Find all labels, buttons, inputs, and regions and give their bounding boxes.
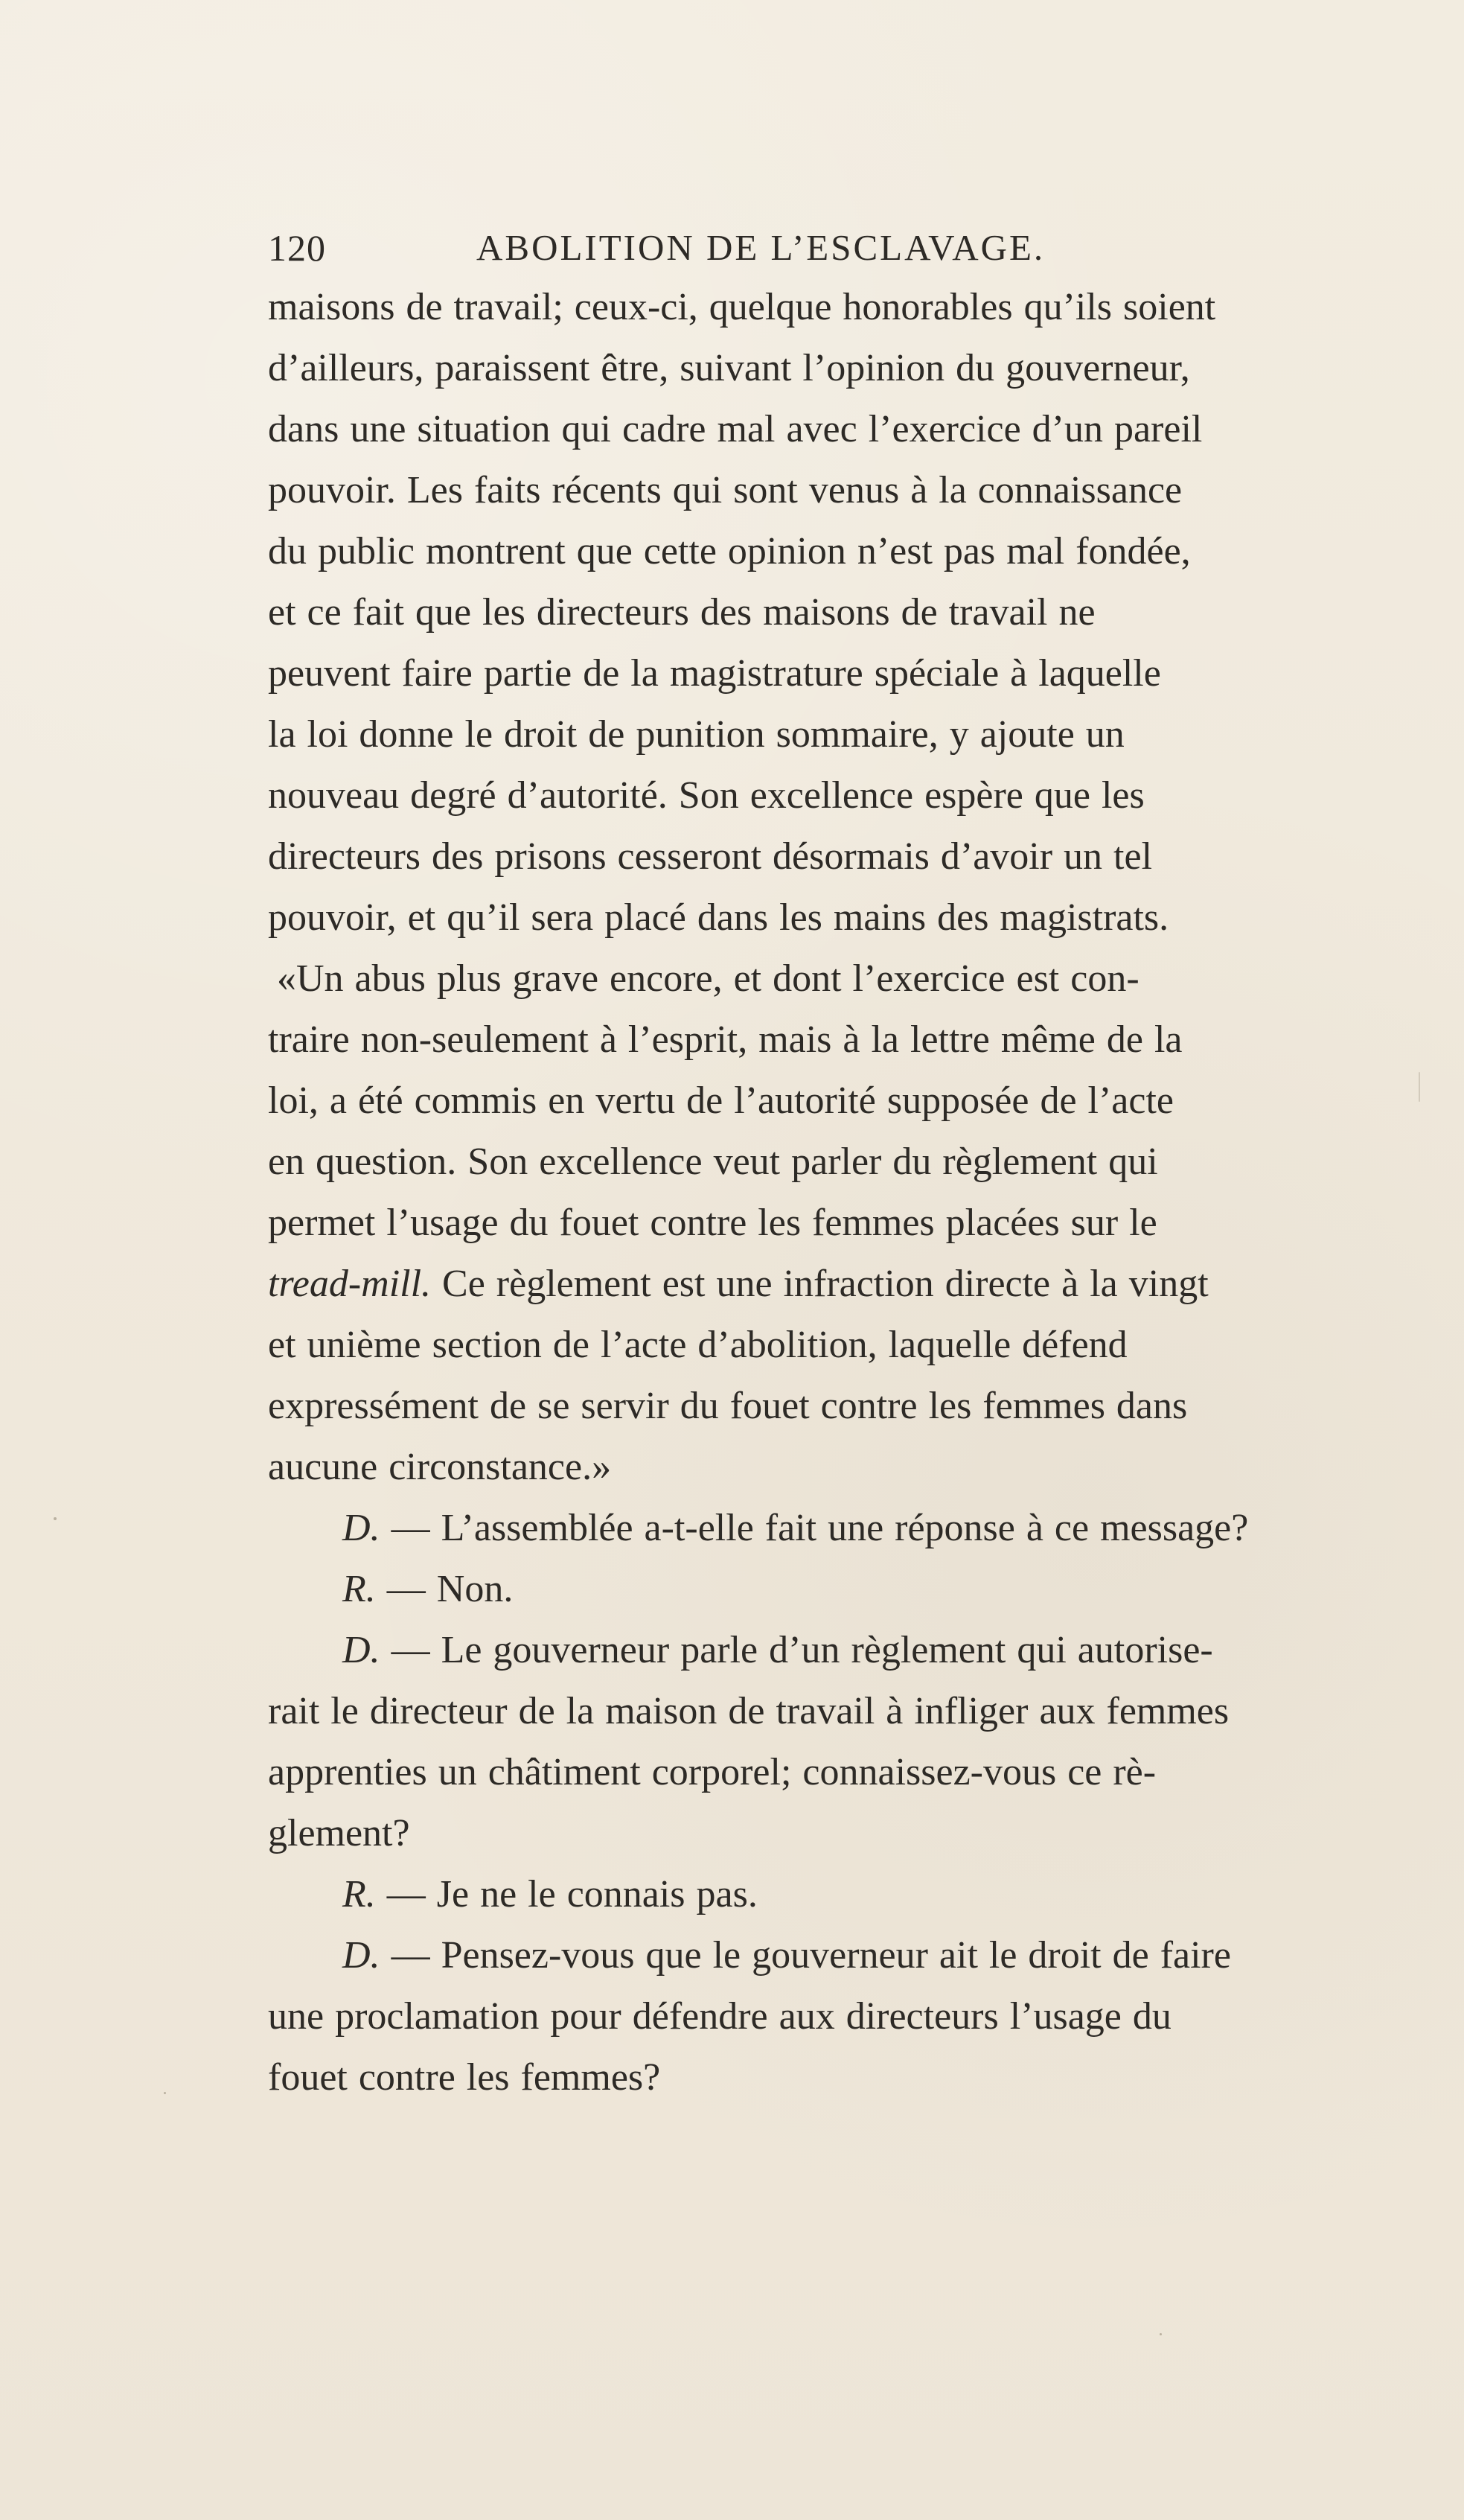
speaker-label: R.	[342, 1873, 376, 1915]
text-line: et ce fait que les directeurs des maisons de travail ne	[268, 591, 1096, 634]
page-number: 120	[268, 227, 326, 269]
text-segment: Ce règlement est une infraction directe à la vingt	[431, 1263, 1209, 1305]
paper-speck	[1419, 1072, 1420, 1102]
text-line: une proclamation pour défendre aux directeurs l’usage du	[268, 1995, 1171, 2038]
body-text	[268, 277, 1399, 2108]
text-line: peuvent faire partie de la magistrature spéciale à laquelle	[268, 652, 1161, 695]
dialogue-line	[268, 1925, 1399, 1986]
running-head: ABOLITION DE L’ESCLAVAGE.	[476, 227, 1046, 268]
text-line: traire non-seulement à l’esprit, mais à la lettre même de la	[268, 1018, 1183, 1061]
dialogue-text: — Le gouverneur parle d’un règlement qui autorise-	[380, 1629, 1213, 1671]
page-header	[268, 222, 1206, 274]
text-line: apprenties un châtiment corporel; connaissez-vous ce rè-	[268, 1751, 1157, 1793]
text-line: directeurs des prisons cesseront désormais d’avoir un tel	[268, 835, 1153, 878]
text-line: fouet contre les femmes?	[268, 2056, 661, 2099]
speaker-label: R.	[342, 1568, 376, 1610]
text-line: maisons de travail; ceux-ci, quelque honorables qu’ils soient	[268, 286, 1216, 328]
paper-speck	[54, 1517, 57, 1520]
speaker-label: D.	[342, 1507, 380, 1549]
text-line: du public montrent que cette opinion n’est pas mal fondée,	[268, 530, 1191, 572]
text-line: la loi donne le droit de punition sommaire, y ajoute un	[268, 713, 1125, 756]
text-line	[268, 1254, 1399, 1315]
dialogue-line	[268, 1620, 1399, 1681]
text-line: loi, a été commis en vertu de l’autorité supposée de l’acte	[268, 1079, 1174, 1122]
text-line: «Un abus plus grave encore, et dont l’exercice est con-	[277, 957, 1139, 1000]
dialogue-text: — Pensez-vous que le gouverneur ait le droit de faire	[380, 1934, 1231, 1977]
speaker-label: D.	[342, 1629, 380, 1671]
text-line: expressément de se servir du fouet contre les femmes dans	[268, 1385, 1188, 1427]
text-line: glement?	[268, 1812, 410, 1854]
paper-speck	[1160, 2333, 1162, 2335]
text-line: pouvoir. Les faits récents qui sont venus à la connaissance	[268, 469, 1183, 511]
text-line: dans une situation qui cadre mal avec l’exercice d’un pareil	[268, 408, 1203, 450]
text-line: d’ailleurs, paraissent être, suivant l’opinion du gouverneur,	[268, 347, 1190, 389]
text-line: rait le directeur de la maison de travail à infliger aux femmes	[268, 1690, 1230, 1732]
dialogue-text: — Non.	[375, 1568, 514, 1610]
dialogue-text: — L’assemblée a-t-elle fait une réponse à ce message?	[380, 1507, 1249, 1549]
dialogue-line	[268, 1559, 1399, 1620]
dialogue-line	[268, 1498, 1399, 1559]
speaker-label: D.	[342, 1934, 380, 1977]
text-line: pouvoir, et qu’il sera placé dans les mains des magistrats.	[268, 896, 1169, 939]
text-line: nouveau degré d’autorité. Son excellence espère que les	[268, 774, 1145, 817]
text-line: permet l’usage du fouet contre les femmes placées sur le	[268, 1202, 1157, 1244]
paper-speck	[164, 2092, 166, 2094]
text-line: aucune circonstance.»	[268, 1446, 612, 1488]
dialogue-line	[268, 1864, 1399, 1925]
italic-term: tread-mill.	[268, 1263, 432, 1305]
text-line: et unième section de l’acte d’abolition, laquelle défend	[268, 1324, 1128, 1366]
text-line: en question. Son excellence veut parler du règlement qui	[268, 1141, 1158, 1183]
dialogue-text: — Je ne le connais pas.	[375, 1873, 758, 1915]
